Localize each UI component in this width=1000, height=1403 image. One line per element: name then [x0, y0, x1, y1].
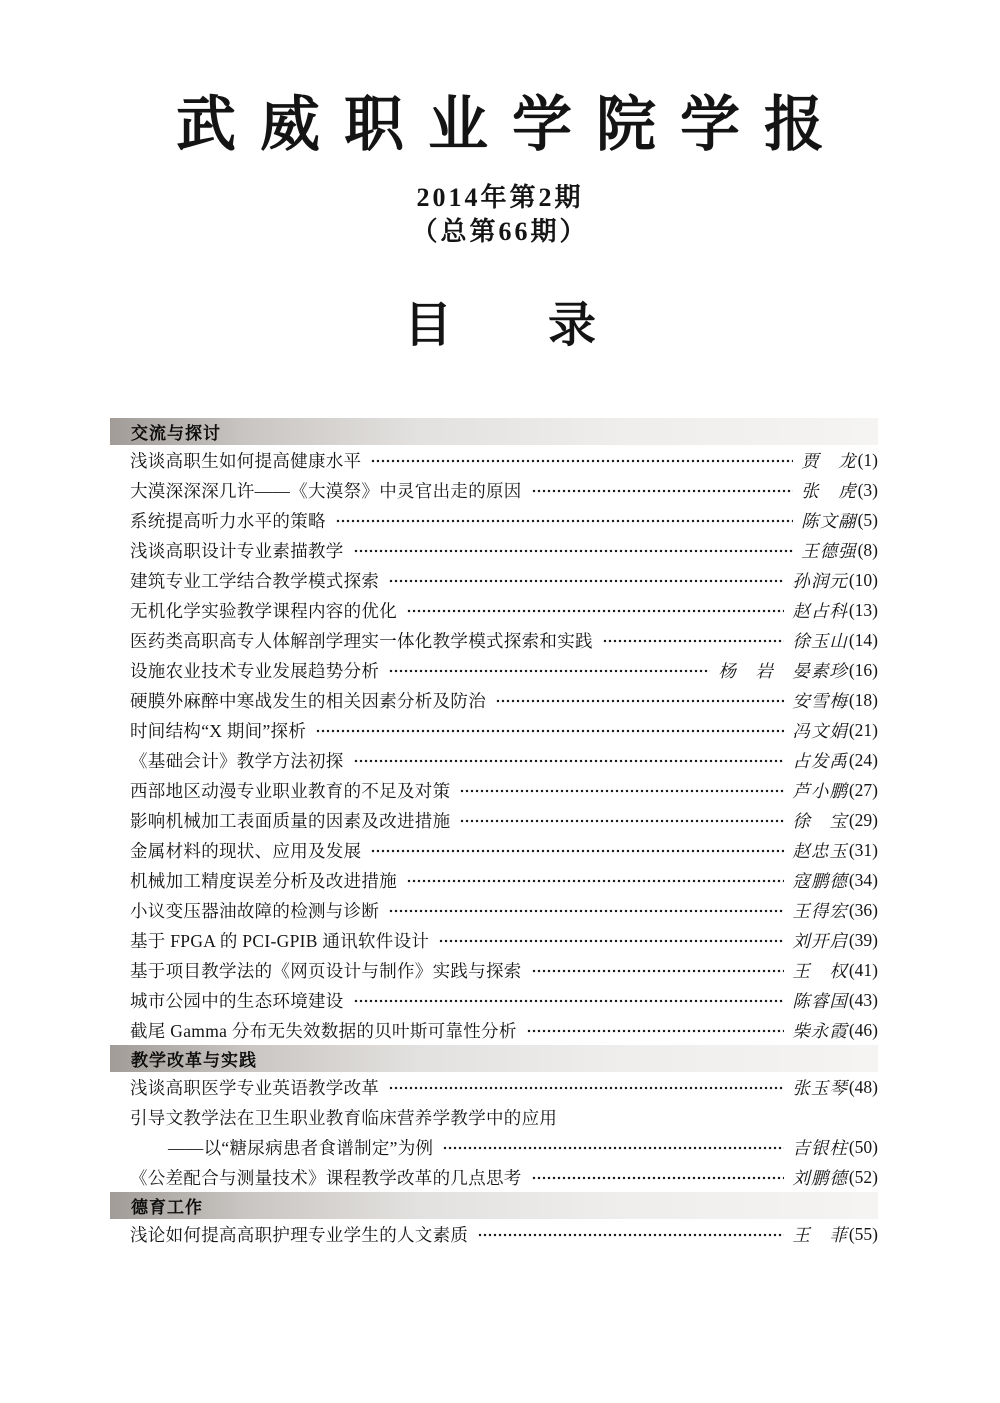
entry-page-number: (27): [848, 779, 878, 800]
entry-title: 设施农业技术专业发展趋势分析: [130, 660, 380, 681]
toc-entry: [130, 595, 878, 625]
entry-title: 机械加工精度误差分析及改进措施: [130, 870, 397, 891]
entry-title: 浅谈高职设计专业素描教学: [130, 540, 344, 561]
leader-dots-icon: [371, 848, 784, 854]
entry-page-number: (1): [857, 449, 878, 470]
entry-authors: 王德强: [801, 540, 857, 561]
entry-title: 硬膜外麻醉中寒战发生的相关因素分析及防治: [130, 690, 486, 711]
entry-authors: 芦小鹏: [792, 780, 848, 801]
toc-entry: [130, 1219, 878, 1249]
leader-dots-icon: [316, 728, 784, 734]
leader-dots-icon: [460, 788, 784, 794]
leader-dots-icon: [603, 638, 785, 644]
leader-dots-icon: [389, 578, 784, 584]
entry-authors: 张 虎: [801, 480, 857, 501]
entry-title: 系统提高听力水平的策略: [130, 510, 326, 531]
entry-authors: 张玉琴: [792, 1077, 848, 1098]
entry-page-number: (43): [848, 989, 878, 1010]
entry-authors: 王 权: [792, 960, 848, 981]
leader-dots-icon: [478, 1232, 784, 1238]
toc-entry: [130, 865, 878, 895]
entry-page-number: (34): [848, 869, 878, 890]
entry-page-number: (3): [857, 479, 878, 500]
entry-title: 大漠深深深几许——《大漠祭》中灵官出走的原因: [130, 480, 522, 501]
entry-title: 建筑专业工学结合教学模式探索: [130, 570, 380, 591]
toc-entry: [130, 955, 878, 985]
toc-entry-title-line: [130, 1102, 878, 1132]
toc-entry: [130, 655, 878, 685]
leader-dots-icon: [354, 998, 785, 1004]
issue-number: 2014年第2期: [416, 183, 584, 212]
entry-page-number: (50): [848, 1136, 878, 1157]
leader-dots-icon: [527, 1028, 785, 1034]
toc-list: [110, 418, 878, 1249]
leader-dots-icon: [389, 668, 710, 674]
entry-authors: 寇鹏德: [792, 870, 848, 891]
entry-authors: 王得宏: [792, 900, 848, 921]
entry-page-number: (21): [848, 719, 878, 740]
entry-page-number: (8): [857, 539, 878, 560]
entry-authors: 刘开启: [792, 930, 848, 951]
entry-authors: 柴永霞: [792, 1020, 848, 1041]
entry-authors: 徐 宝: [792, 810, 848, 831]
toc-entry: [130, 535, 878, 565]
entry-authors: 杨 岩 晏素珍: [718, 660, 848, 681]
entry-title: 截尾 Gamma 分布无失效数据的贝叶斯可靠性分析: [130, 1020, 517, 1041]
toc-entry: [130, 1162, 878, 1192]
leader-dots-icon: [460, 818, 784, 824]
leader-dots-icon: [389, 908, 784, 914]
entry-authors: 赵忠玉: [792, 840, 848, 861]
entry-authors: 王 菲: [792, 1224, 848, 1245]
leader-dots-icon: [532, 1175, 785, 1181]
leader-dots-icon: [336, 518, 793, 524]
entry-page-number: (14): [848, 629, 878, 650]
toc-entry: [130, 685, 878, 715]
toc-entry: [130, 925, 878, 955]
leader-dots-icon: [496, 698, 784, 704]
entry-authors: 陈睿国: [792, 990, 848, 1011]
section-header-bar: [110, 1192, 878, 1219]
entry-title: 浅谈高职生如何提高健康水平: [130, 450, 362, 471]
leader-dots-icon: [439, 938, 784, 944]
entry-page-number: (36): [848, 899, 878, 920]
entry-page-number: (24): [848, 749, 878, 770]
section-header-bar: [110, 418, 878, 445]
entry-page-number: (52): [848, 1166, 878, 1187]
toc-entry: [130, 895, 878, 925]
toc-entry: [130, 475, 878, 505]
entry-title: 影响机械加工表面质量的因素及改进措施: [130, 810, 451, 831]
leader-dots-icon: [407, 608, 784, 614]
section-header-label: 交流与探讨: [131, 424, 221, 443]
leader-dots-icon: [354, 548, 793, 554]
toc-entry: [130, 805, 878, 835]
entry-title: 小议变压器油故障的检测与诊断: [130, 900, 380, 921]
entry-title: 基于 FPGA 的 PCI-GPIB 通讯软件设计: [130, 930, 430, 951]
entry-page-number: (10): [848, 569, 878, 590]
section-header-label: 德育工作: [131, 1198, 203, 1217]
toc-entry: [130, 1015, 878, 1045]
leader-dots-icon: [389, 1085, 784, 1091]
toc-entry: [130, 1132, 878, 1162]
entry-authors: 孙润元: [792, 570, 848, 591]
entry-page-number: (29): [848, 809, 878, 830]
entry-page-number: (39): [848, 929, 878, 950]
toc-entry: [130, 775, 878, 805]
toc-entry: [130, 505, 878, 535]
entry-title: 金属材料的现状、应用及发展: [130, 840, 362, 861]
toc-entry: [130, 1072, 878, 1102]
entry-page-number: (46): [848, 1019, 878, 1040]
entry-authors: 安雪梅: [792, 690, 848, 711]
entry-title: 《基础会计》教学方法初探: [130, 750, 344, 771]
toc-entry: [130, 835, 878, 865]
toc-entry: [130, 625, 878, 655]
entry-page-number: (48): [848, 1076, 878, 1097]
toc-entry: [130, 985, 878, 1015]
entry-page-number: (41): [848, 959, 878, 980]
leader-dots-icon: [354, 758, 785, 764]
leader-dots-icon: [532, 488, 793, 494]
entry-subtitle: ——以“糖尿病患者食谱制定”为例: [168, 1137, 434, 1158]
entry-authors: 赵占科: [792, 600, 848, 621]
entry-title: 基于项目教学法的《网页设计与制作》实践与探索: [130, 960, 522, 981]
entry-title: 医药类高职高专人体解剖学理实一体化教学模式探索和实践: [130, 630, 593, 651]
leader-dots-icon: [443, 1145, 784, 1151]
entry-title: 无机化学实验教学课程内容的优化: [130, 600, 397, 621]
entry-authors: 占发禹: [792, 750, 848, 771]
leader-dots-icon: [532, 968, 785, 974]
entry-page-number: (5): [857, 509, 878, 530]
section-header-bar: [110, 1045, 878, 1072]
leader-dots-icon: [371, 458, 793, 464]
entry-title: 城市公园中的生态环境建设: [130, 990, 344, 1011]
entry-page-number: (18): [848, 689, 878, 710]
toc-heading: 目 录: [403, 299, 596, 352]
entry-authors: 陈文翮: [801, 510, 857, 531]
entry-authors: 吉银柱: [792, 1137, 848, 1158]
entry-authors: 冯文娟: [792, 720, 848, 741]
entry-page-number: (16): [848, 659, 878, 680]
toc-entry: [130, 745, 878, 775]
toc-entry: [130, 715, 878, 745]
entry-page-number: (31): [848, 839, 878, 860]
section-header-label: 教学改革与实践: [131, 1051, 257, 1070]
entry-title: 浅论如何提高高职护理专业学生的人文素质: [130, 1224, 469, 1245]
entry-page-number: (55): [848, 1223, 878, 1244]
journal-title: 武威职业学院学报: [176, 92, 848, 158]
entry-title: 引导文教学法在卫生职业教育临床营养学教学中的应用: [130, 1107, 558, 1128]
leader-dots-icon: [407, 878, 784, 884]
cumulative-issue-number: （总第66期）: [411, 217, 589, 246]
entry-title: 浅谈高职医学专业英语教学改革: [130, 1077, 380, 1098]
entry-authors: 贾 龙: [801, 450, 857, 471]
entry-title: 时间结构“X 期间”探析: [130, 720, 307, 741]
toc-entry: [130, 565, 878, 595]
entry-title: 西部地区动漫专业职业教育的不足及对策: [130, 780, 451, 801]
toc-entry: [130, 445, 878, 475]
entry-page-number: (13): [848, 599, 878, 620]
entry-title: 《公差配合与测量技术》课程教学改革的几点思考: [130, 1167, 522, 1188]
entry-authors: 徐玉山: [792, 630, 848, 651]
entry-authors: 刘鹏德: [792, 1167, 848, 1188]
